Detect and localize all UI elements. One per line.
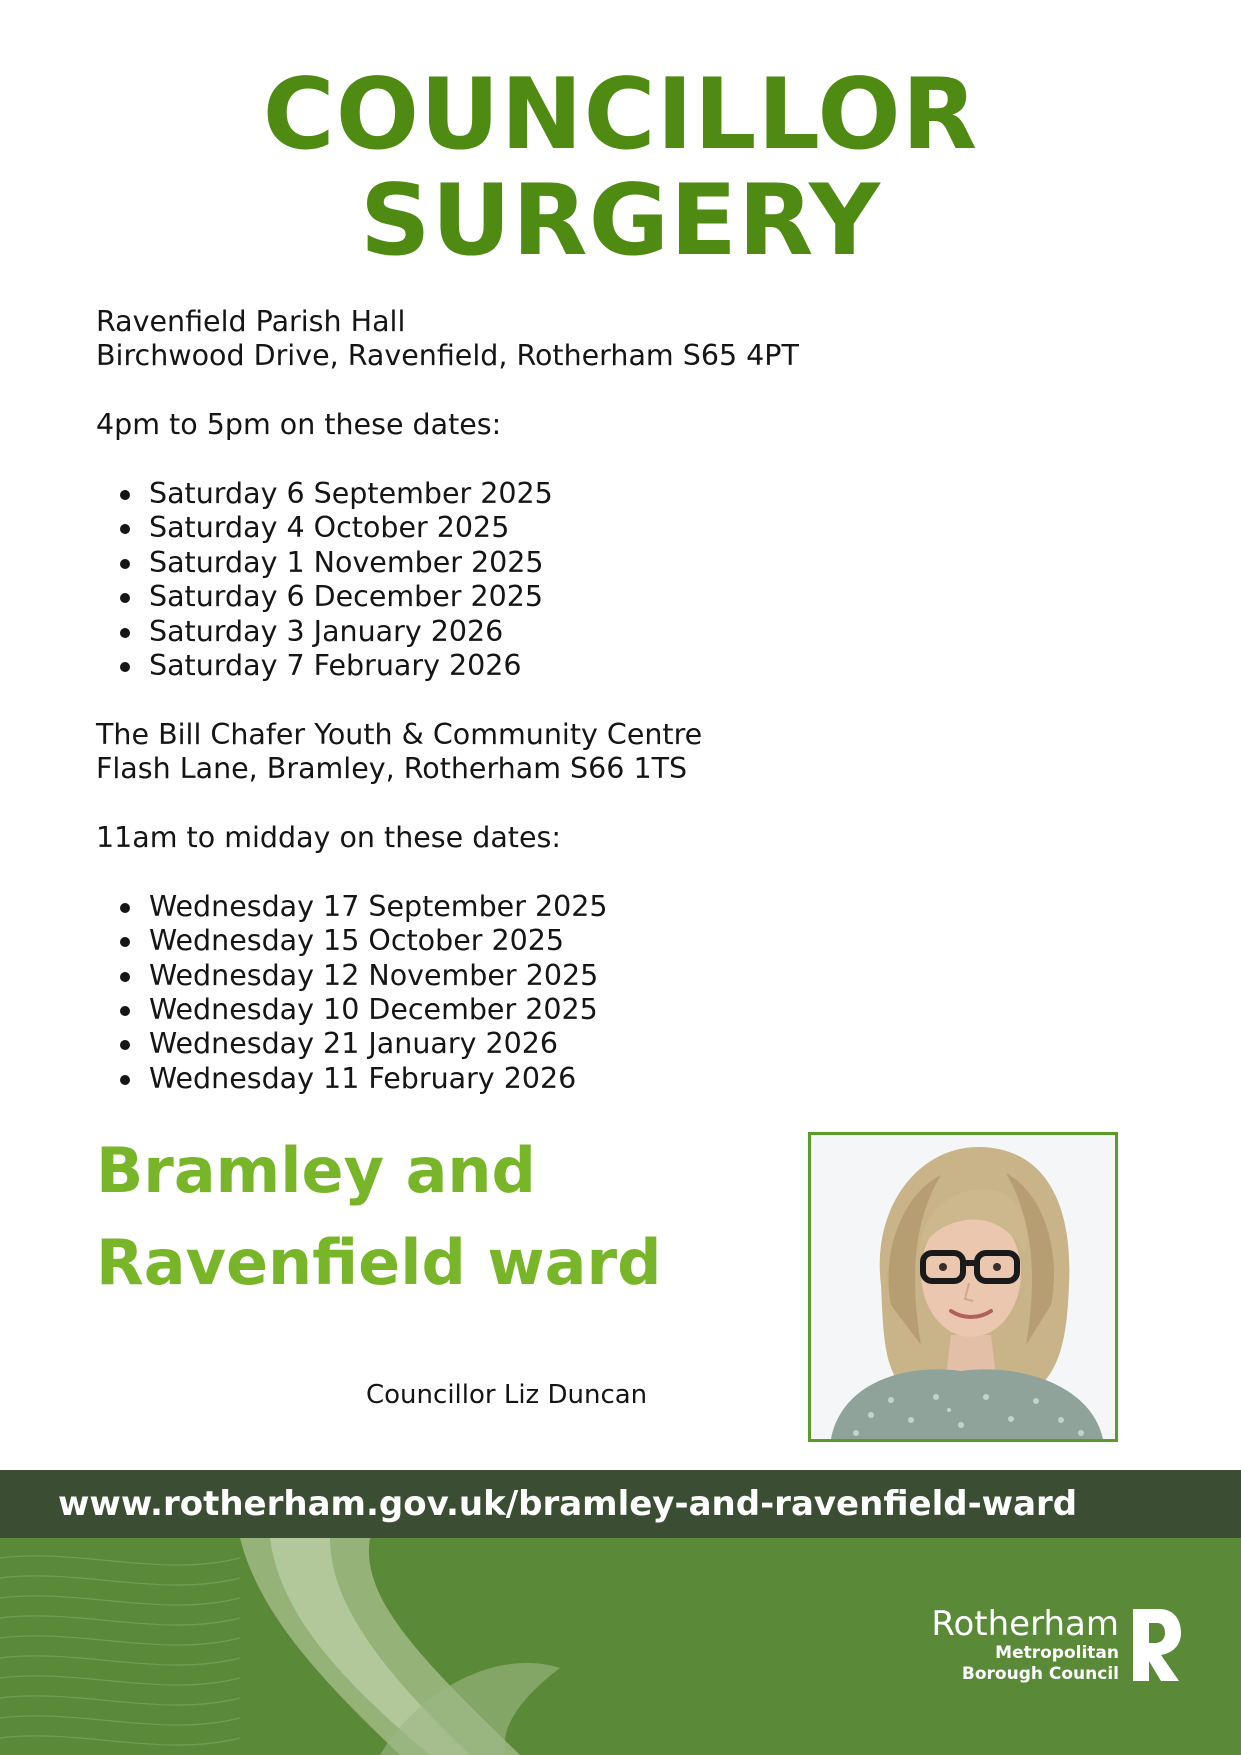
venue2-date: Wednesday 17 September 2025: [96, 890, 876, 924]
poster-title: [0, 58, 1241, 278]
rotherham-r-logo-icon: [1131, 1605, 1183, 1685]
spacer: [96, 683, 876, 717]
logo-name: Rotherham: [931, 1604, 1119, 1644]
logo-sub-1: Metropolitan: [995, 1643, 1119, 1663]
venue1-time: 4pm to 5pm on these dates:: [96, 408, 502, 442]
venue2-name: The Bill Chafer Youth & Community Centre: [96, 717, 703, 751]
venue2-date-list: [96, 890, 876, 1096]
venue1-date: Saturday 1 November 2025: [96, 546, 876, 580]
portrait-illustration: [811, 1135, 1115, 1439]
venue1-address: Birchwood Drive, Ravenfield, Rotherham S65 4PT: [96, 339, 799, 373]
spacer: [96, 787, 876, 821]
logo-sub-2: Borough Council: [961, 1664, 1119, 1684]
title-line-1: COUNCILLOR: [262, 58, 979, 172]
surgery-details: [96, 305, 876, 1096]
councillor-caption: Councillor Liz Duncan: [366, 1380, 648, 1410]
council-logo-text: [931, 1605, 1119, 1685]
venue2-date: Wednesday 21 January 2026: [96, 1027, 876, 1061]
ward-line-1: Bramley and: [96, 1134, 536, 1207]
spacer: [96, 374, 876, 408]
title-line-2: SURGERY: [359, 164, 882, 278]
venue1-name: Ravenfield Parish Hall: [96, 305, 406, 338]
footer-banner: [0, 1538, 1241, 1755]
ward-heading: [96, 1125, 746, 1309]
venue1-date-list: [96, 477, 876, 683]
venue2-date: Wednesday 10 December 2025: [96, 993, 876, 1027]
spacer: [96, 855, 876, 889]
venue1-date: Saturday 6 December 2025: [96, 580, 876, 614]
venue1-date: Saturday 4 October 2025: [96, 511, 876, 545]
venue2-date: Wednesday 12 November 2025: [96, 959, 876, 993]
venue1-date: Saturday 7 February 2026: [96, 649, 876, 683]
venue1-date: Saturday 3 January 2026: [96, 615, 876, 649]
ward-line-2: Ravenfield ward: [96, 1226, 662, 1299]
venue2-time: 11am to midday on these dates:: [96, 821, 561, 855]
venue2-date: Wednesday 11 February 2026: [96, 1062, 876, 1096]
councillor-photo: [808, 1132, 1118, 1442]
venue2-date: Wednesday 15 October 2025: [96, 924, 876, 958]
spacer: [96, 443, 876, 477]
venue1-date: Saturday 6 September 2025: [96, 477, 876, 511]
url-bar: [0, 1470, 1241, 1538]
council-logo: [931, 1600, 1183, 1690]
venue2-address: Flash Lane, Bramley, Rotherham S66 1TS: [96, 752, 688, 786]
ward-url[interactable]: www.rotherham.gov.uk/bramley-and-ravenfield-ward: [58, 1484, 1078, 1524]
